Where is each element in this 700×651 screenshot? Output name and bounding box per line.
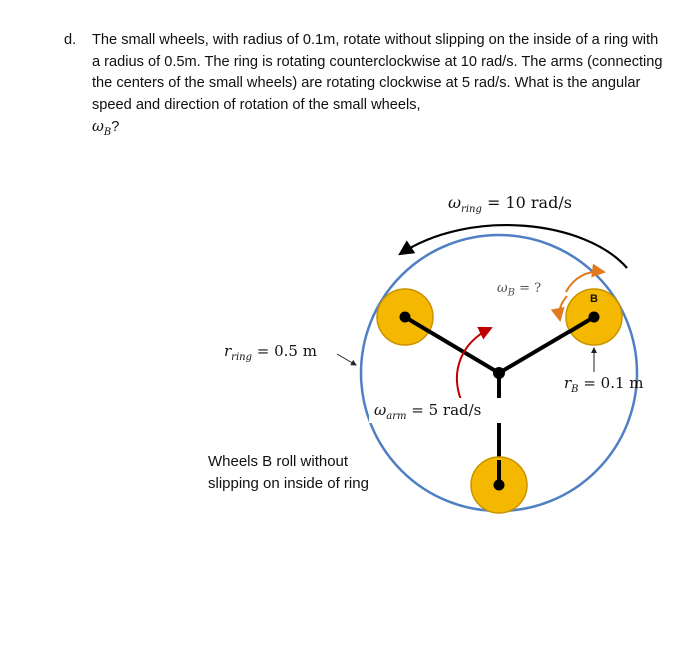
rolling-note bbox=[208, 451, 369, 495]
rolling-note-line2: slipping on inside of ring bbox=[208, 475, 369, 492]
question-mark: ? bbox=[111, 119, 120, 136]
problem-text: The small wheels, with radius of 0.1m, rotate without slipping on the inside of a ring with a radius of 0.5m. The ring is rotating counterclockwise at 10 rad/s. The arms (connecting the centers of the small wheels) are rotating clockwise at 5 rad/s. What is the angular speed and direction of rotation of the small wheels, bbox=[92, 32, 663, 113]
rolling-note-line1: Wheels B roll without bbox=[208, 453, 349, 470]
r-ring-label: $r_{ring} = 0.5$ m bbox=[224, 342, 317, 363]
pivot-right bbox=[589, 312, 600, 323]
ring-rotation-arrow bbox=[400, 225, 627, 268]
pivot-bottom bbox=[494, 480, 505, 491]
omega-ring-label: $\omega_{ring} = 10$ rad/s bbox=[448, 193, 572, 216]
omega-arm-label: $\omega_{arm} = 5$ rad/s bbox=[374, 401, 482, 422]
r-ring-leader bbox=[337, 354, 356, 365]
pivot-left bbox=[400, 312, 411, 323]
omega-b-label: $\omega_B$ = ? bbox=[497, 281, 542, 299]
pivot-center bbox=[493, 367, 505, 379]
question-omega-b: $\omega_B$ bbox=[92, 118, 112, 139]
r-b-label: $r_B = 0.1$ m bbox=[564, 374, 644, 395]
wheel-b-letter: B bbox=[590, 293, 598, 305]
problem-letter: d. bbox=[64, 32, 77, 48]
